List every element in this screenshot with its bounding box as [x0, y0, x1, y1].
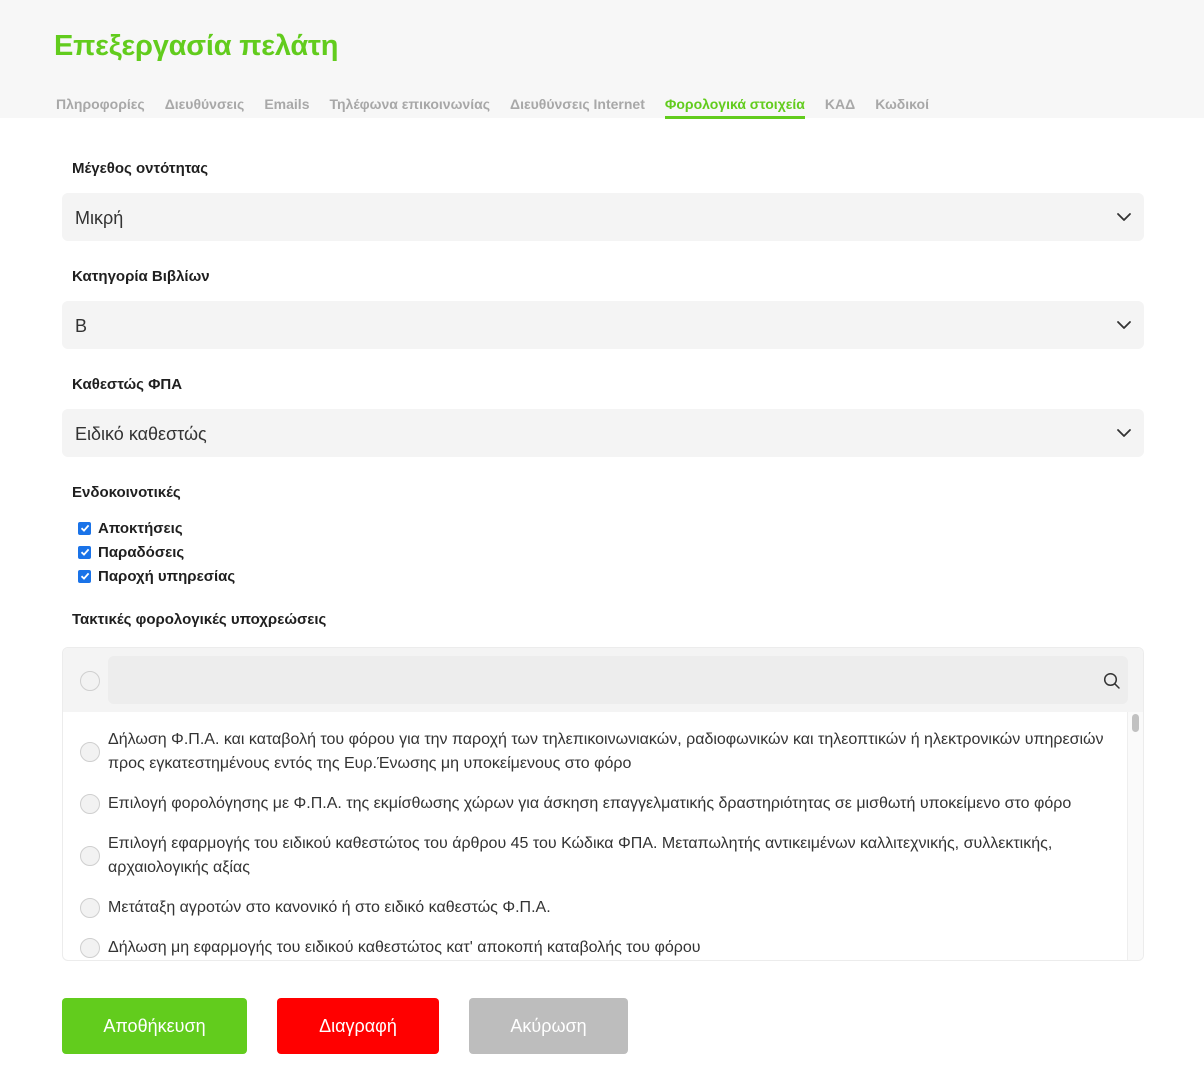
entity-size-label: Μέγεθος οντότητας: [72, 160, 209, 177]
checkbox-acquisitions: [78, 518, 183, 538]
tab-codes[interactable]: Κωδικοί: [875, 96, 929, 112]
delete-button[interactable]: Διαγραφή: [277, 998, 439, 1054]
check-icon: [80, 571, 90, 581]
tab-internet-addresses[interactable]: Διευθύνσεις Internet: [510, 96, 645, 112]
list-item[interactable]: [63, 832, 1129, 880]
page-header: [0, 0, 1204, 118]
list-item[interactable]: [63, 728, 1129, 776]
tax-obligations-list: [62, 647, 1144, 961]
tax-obligations-label: Τακτικές φορολογικές υποχρεώσεις: [72, 611, 327, 628]
scrollbar-thumb[interactable]: [1132, 714, 1139, 732]
entity-size-select[interactable]: [62, 193, 1144, 241]
vat-status-label: Καθεστώς ΦΠΑ: [72, 376, 183, 393]
item-text: Επιλογή εφαρμογής του ειδικού καθεστώτος του άρθρου 45 του Κώδικα ΦΠΑ. Μεταπωλητής αντικειμένων καλλιτεχνικής, συλλεκτικής, αρχαιολογικής αξίας: [108, 835, 1053, 876]
vat-status-select[interactable]: [62, 409, 1144, 457]
item-text: Επιλογή φορολόγησης με Φ.Π.Α. της εκμίσθωσης χώρων για άσκηση επαγγελματικής δραστηριότητας σε μισθωτή υποκείμενο στο φόρο: [108, 795, 1072, 812]
vat-status-value: Ειδικό καθεστώς: [75, 424, 207, 444]
checkbox-checked[interactable]: [78, 522, 91, 535]
check-icon: [80, 523, 90, 533]
chevron-down-icon: [1116, 317, 1132, 333]
cancel-button[interactable]: Ακύρωση: [469, 998, 628, 1054]
checkbox-checked[interactable]: [78, 570, 91, 583]
item-checkbox[interactable]: [80, 846, 100, 866]
list-toolbar: [63, 648, 1144, 712]
checkbox-service-provision: [78, 566, 235, 586]
checkbox-label: Παροχή υπηρεσίας: [98, 567, 236, 585]
intra-community-label: Ενδοκοινοτικές: [72, 484, 181, 501]
checkbox-deliveries: [78, 542, 184, 562]
list-scrollbar[interactable]: [1127, 712, 1143, 961]
list-item[interactable]: [63, 936, 1129, 960]
item-text: Δήλωση μη εφαρμογής του ειδικού καθεστώτος κατ' αποκοπή καταβολής του φόρου: [108, 939, 701, 956]
item-checkbox[interactable]: [80, 898, 100, 918]
item-checkbox[interactable]: [80, 794, 100, 814]
entity-size-value: Μικρή: [75, 208, 124, 228]
checkbox-label: Αποκτήσεις: [98, 519, 183, 537]
chevron-down-icon: [1116, 209, 1132, 225]
list-item[interactable]: [63, 896, 1129, 920]
list-item[interactable]: [63, 792, 1129, 816]
save-button[interactable]: Αποθήκευση: [62, 998, 247, 1054]
check-icon: [80, 547, 90, 557]
item-checkbox[interactable]: [80, 742, 100, 762]
item-text: Δήλωση Φ.Π.Α. και καταβολή του φόρου για την παροχή των τηλεπικοινωνιακών, ραδιοφωνικών και τηλεοπτικών ή ηλεκτρονικών υπηρεσιών προς εγκατεστημένους εντός της Ευρ.Ένωσης μη υποκείμενους στο φόρο: [108, 731, 1104, 772]
tab-info[interactable]: Πληροφορίες: [56, 96, 145, 112]
search-icon[interactable]: [1103, 672, 1121, 690]
tab-bar: [56, 95, 929, 119]
books-category-value: Β: [75, 316, 88, 336]
tab-tax-details[interactable]: Φορολογικά στοιχεία: [665, 95, 805, 119]
item-text: Μετάταξη αγροτών στο κανονικό ή στο ειδικό καθεστώς Φ.Π.Α.: [108, 899, 551, 916]
tab-kad[interactable]: ΚΑΔ: [824, 96, 856, 112]
chevron-down-icon: [1116, 425, 1132, 441]
tab-emails[interactable]: Emails: [264, 96, 310, 112]
search-input[interactable]: [108, 656, 1128, 704]
checkbox-checked[interactable]: [78, 546, 91, 559]
checkbox-label: Παραδόσεις: [98, 543, 185, 561]
books-category-select[interactable]: [62, 301, 1144, 349]
books-category-label: Κατηγορία Βιβλίων: [72, 268, 210, 285]
page-title: Επεξεργασία πελάτη: [54, 30, 339, 62]
tab-addresses[interactable]: Διευθύνσεις: [164, 96, 245, 112]
select-all-checkbox[interactable]: [80, 671, 100, 691]
item-checkbox[interactable]: [80, 938, 100, 958]
tab-phones[interactable]: Τηλέφωνα επικοινωνίας: [329, 96, 490, 112]
